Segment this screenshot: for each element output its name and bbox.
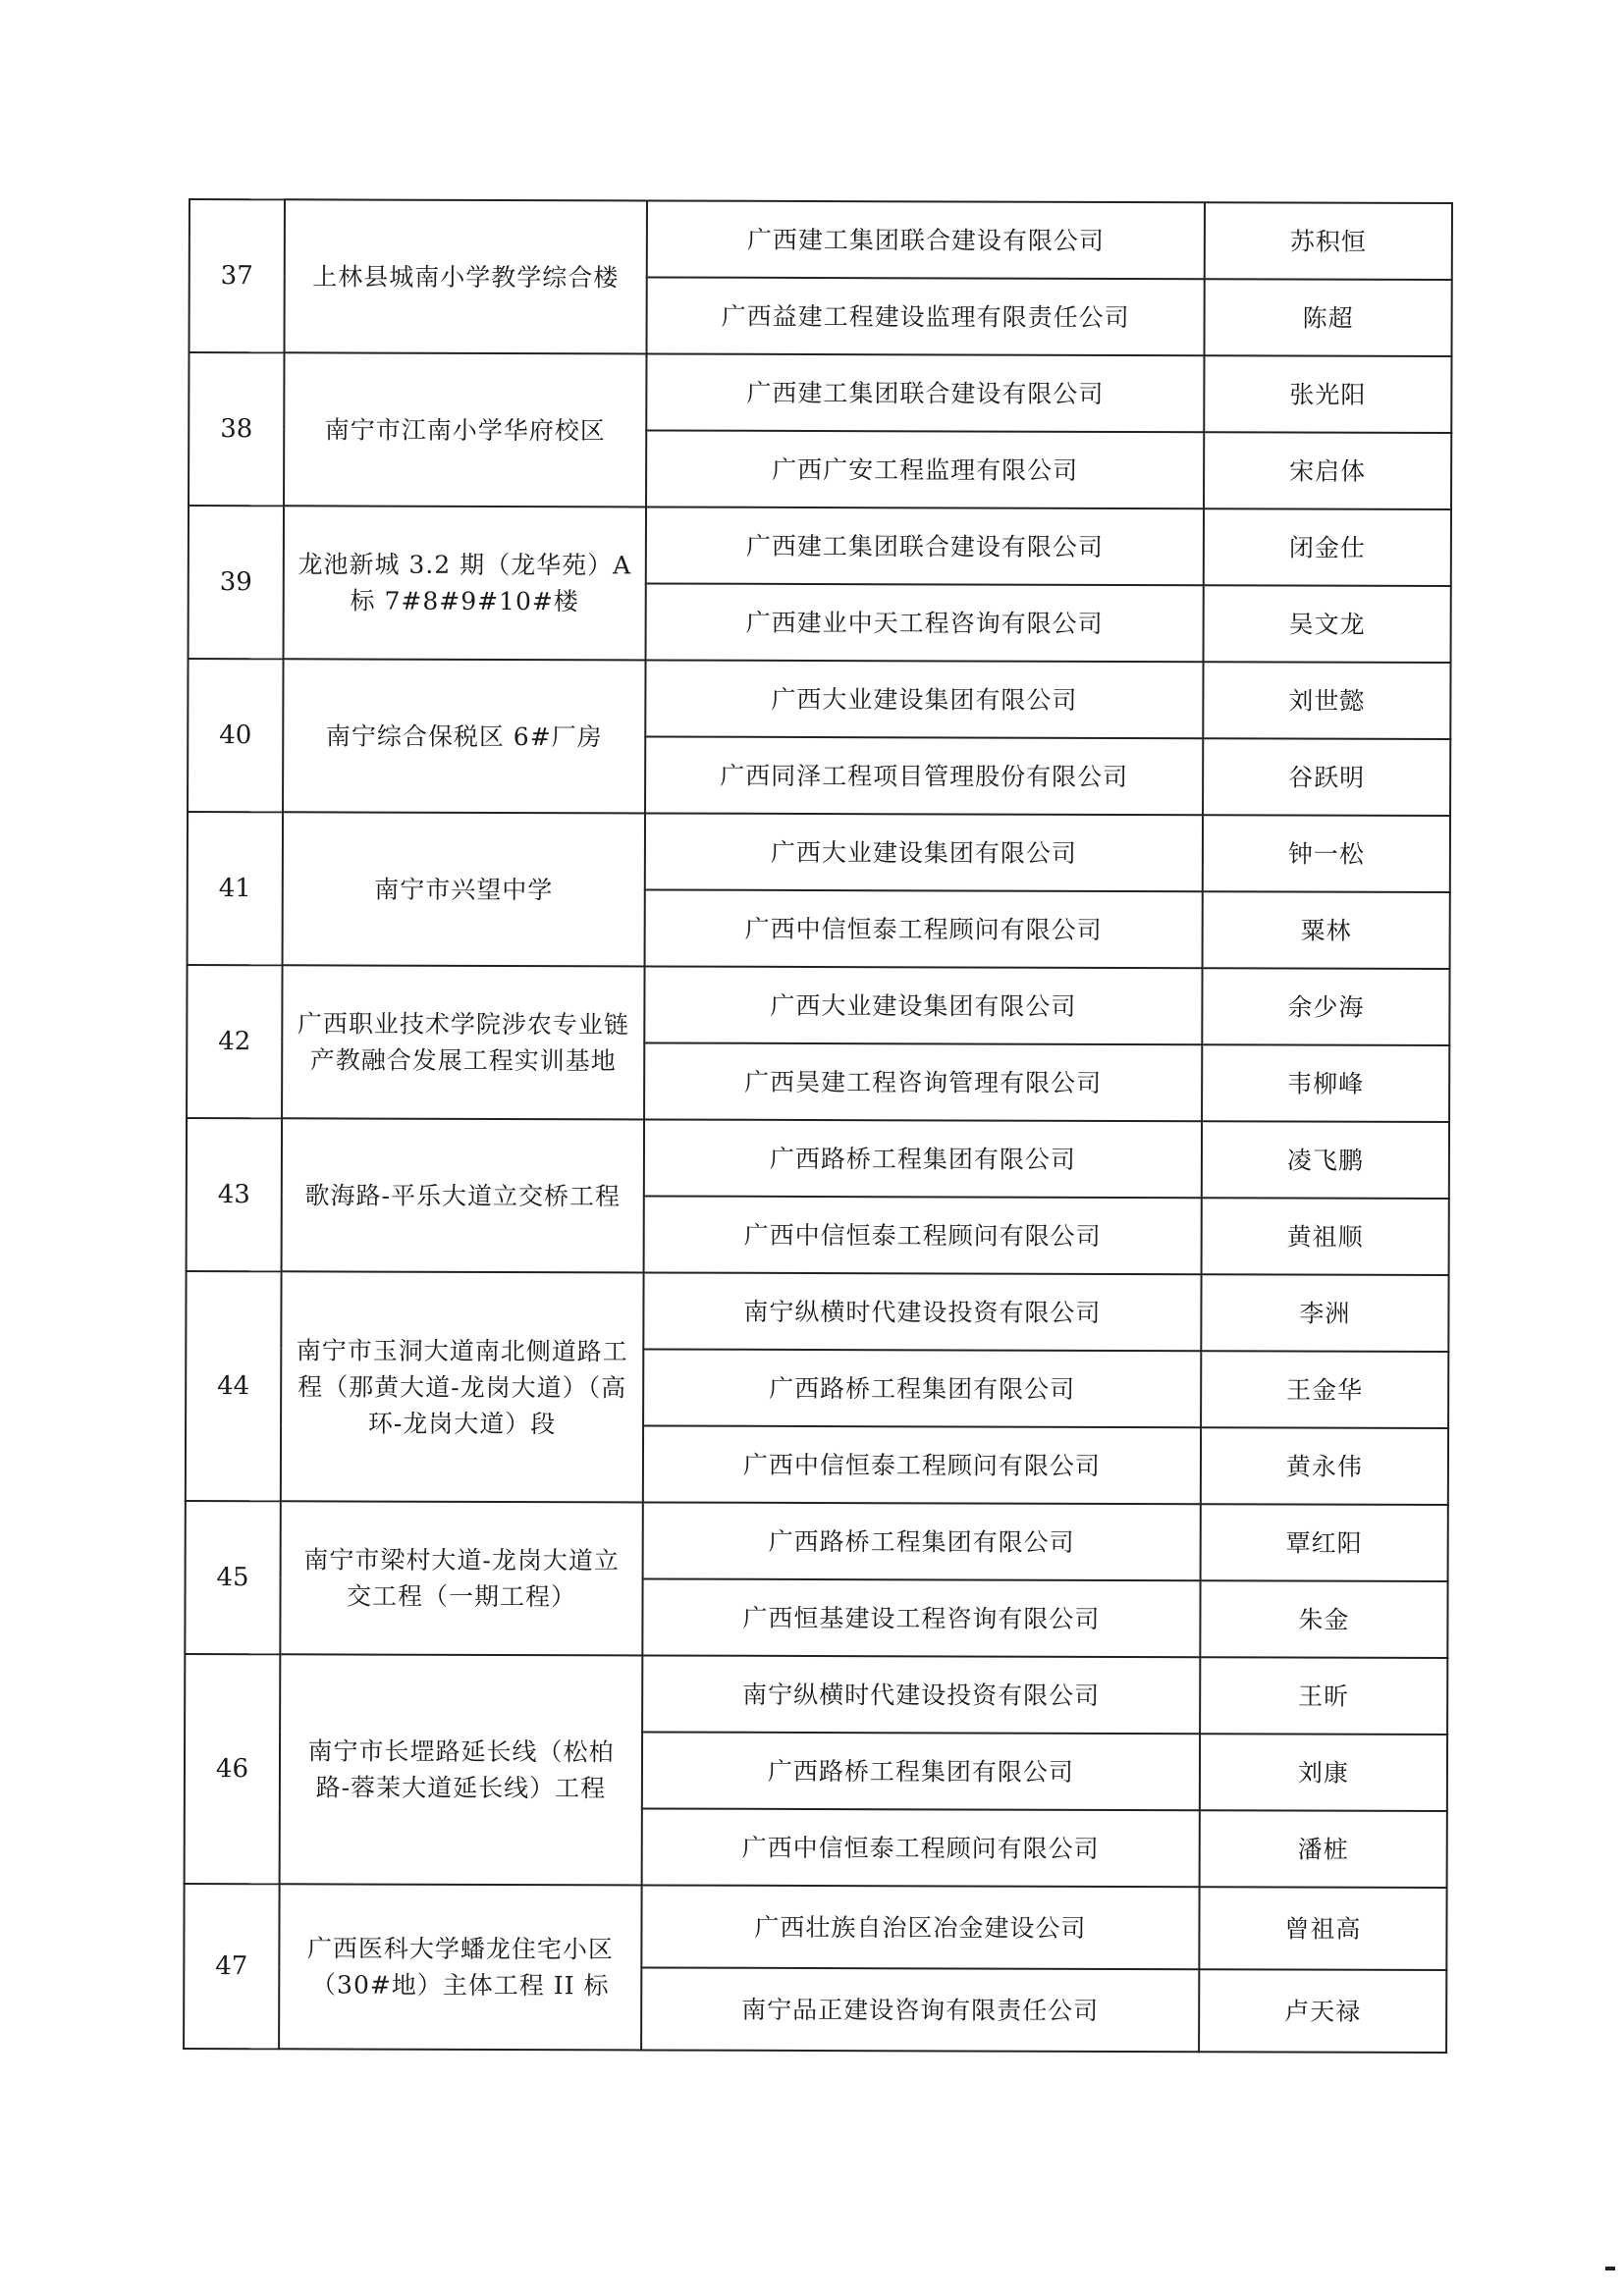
company-name: 广西路桥工程集团有限公司 [644,1119,1202,1198]
person-name: 李洲 [1201,1274,1448,1352]
row-number: 39 [189,506,284,659]
row-number: 45 [185,1501,280,1654]
person-name: 吴文龙 [1204,585,1451,663]
company-name: 广西中信恒泰工程顾问有限公司 [642,1808,1200,1887]
table-body [184,199,1452,2053]
project-name: 南宁市长堽路延长线（松柏路-蓉茉大道延长线）工程 [280,1654,643,1885]
project-name: 南宁市玉洞大道南北侧道路工程（那黄大道-龙岗大道）（高环-龙岗大道）段 [281,1271,644,1502]
row-number: 42 [187,965,282,1118]
table-row [184,1884,1446,1970]
company-name: 广西广安工程监理有限公司 [646,430,1204,508]
company-name: 广西建业中天工程咨询有限公司 [646,583,1204,662]
project-name: 歌海路-平乐大道立交桥工程 [282,1118,644,1272]
row-number: 47 [184,1884,280,2049]
table-row [187,1118,1449,1199]
row-number: 40 [188,659,283,812]
person-name: 余少海 [1202,968,1449,1045]
row-number: 37 [189,199,285,352]
person-name: 闭金仕 [1204,508,1451,586]
company-name: 南宁纵横时代建设投资有限公司 [643,1272,1201,1351]
person-name: 宋启体 [1204,432,1451,509]
company-name: 广西大业建设集团有限公司 [645,813,1203,891]
award-list-table [183,198,1453,2054]
person-name: 苏积恒 [1205,202,1452,280]
person-name: 凌飞鹏 [1202,1121,1449,1199]
company-name: 广西路桥工程集团有限公司 [643,1349,1201,1427]
company-name: 广西路桥工程集团有限公司 [643,1502,1201,1580]
company-name: 广西壮族自治区冶金建设公司 [641,1885,1199,1969]
table-row [186,1501,1448,1581]
project-name: 南宁市兴望中学 [283,812,645,966]
table-row [187,965,1449,1045]
person-name: 王昕 [1200,1657,1447,1735]
company-name: 南宁纵横时代建设投资有限公司 [642,1655,1200,1734]
company-name: 广西建工集团联合建设有限公司 [646,353,1204,432]
row-number: 46 [185,1654,281,1884]
table-row [189,352,1451,433]
project-name: 龙池新城 3.2 期（龙华苑）A 标 7#8#9#10#楼 [284,506,646,660]
company-name: 广西中信恒泰工程顾问有限公司 [644,1196,1202,1274]
row-number: 44 [186,1271,282,1501]
table-row [188,659,1450,739]
row-number: 38 [189,352,284,506]
table-row [185,1654,1447,1735]
page-edge-mark [1605,2267,1615,2270]
project-name: 南宁综合保税区 6#厂房 [283,659,645,813]
company-name: 广西昊建工程咨询管理有限公司 [644,1042,1202,1121]
person-name: 粟林 [1203,891,1450,969]
project-name: 南宁市梁村大道-龙岗大道立交工程（一期工程） [280,1501,642,1655]
person-name: 卢天禄 [1199,1969,1446,2053]
company-name: 广西中信恒泰工程顾问有限公司 [645,889,1203,968]
person-name: 谷跃明 [1203,738,1450,816]
person-name: 朱金 [1200,1580,1447,1658]
person-name: 张光阳 [1204,355,1451,433]
company-name: 广西益建工程建设监理有限责任公司 [647,277,1205,355]
company-name: 广西大业建设集团有限公司 [645,660,1203,738]
person-name: 王金华 [1201,1351,1448,1428]
person-name: 刘康 [1200,1734,1447,1811]
table-row [189,199,1452,280]
project-name: 广西医科大学蟠龙住宅小区（30#地）主体工程 II 标 [279,1884,642,2050]
project-name: 广西职业技术学院涉农专业链产教融合发展工程实训基地 [282,965,644,1119]
table-row [186,1271,1448,1352]
company-name: 南宁品正建设咨询有限责任公司 [641,1967,1199,2052]
person-name: 黄祖顺 [1202,1198,1449,1275]
company-name: 广西大业建设集团有限公司 [644,966,1202,1044]
company-name: 广西中信恒泰工程顾问有限公司 [643,1425,1201,1504]
person-name: 陈超 [1205,279,1452,356]
table-row [188,812,1450,892]
company-name: 广西建工集团联合建设有限公司 [646,507,1204,585]
table-row [189,506,1451,586]
company-name: 广西同泽工程项目管理股份有限公司 [645,736,1203,815]
company-name: 广西恒基建设工程咨询有限公司 [642,1578,1200,1657]
project-name: 南宁市江南小学华府校区 [284,352,646,507]
person-name: 钟一松 [1203,815,1450,892]
company-name: 广西路桥工程集团有限公司 [642,1732,1200,1810]
company-name: 广西建工集团联合建设有限公司 [647,200,1205,279]
person-name: 黄永伟 [1201,1427,1448,1505]
person-name: 刘世懿 [1203,662,1450,739]
row-number: 41 [188,812,283,965]
row-number: 43 [187,1118,282,1271]
person-name: 曾祖高 [1199,1887,1446,1970]
person-name: 覃红阳 [1201,1504,1448,1581]
project-name: 上林县城南小学教学综合楼 [285,199,647,353]
person-name: 潘桩 [1200,1810,1447,1888]
person-name: 韦柳峰 [1202,1044,1449,1122]
